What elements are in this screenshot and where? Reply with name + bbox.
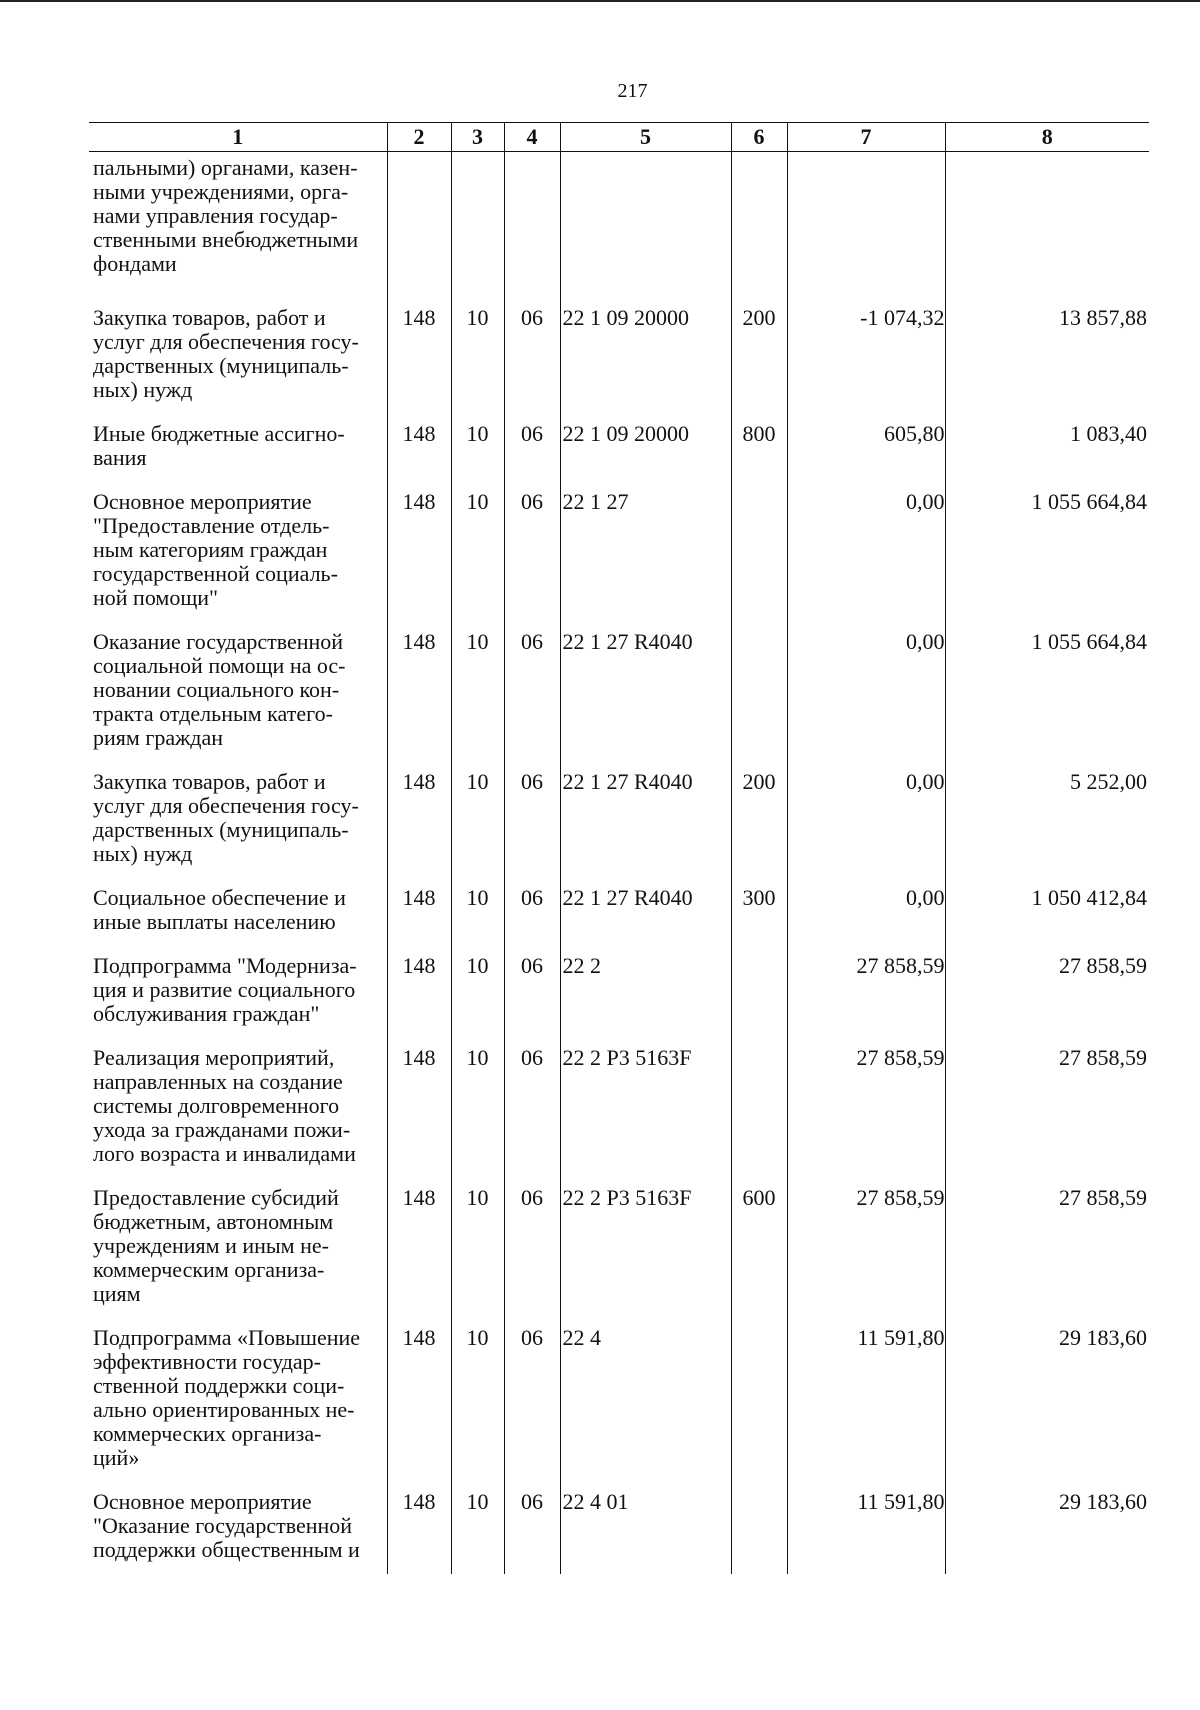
cell-c8: 27 858,59 bbox=[945, 940, 1149, 1032]
cell-c4: 06 bbox=[504, 292, 560, 408]
cell-c4: 06 bbox=[504, 940, 560, 1032]
cell-c7: -1 074,32 bbox=[787, 292, 945, 408]
budget-table bbox=[89, 122, 1149, 1574]
cell-c5 bbox=[560, 152, 731, 293]
row-name-text: Основное мероприятие "Оказание государственной поддержки общественным и bbox=[93, 1489, 360, 1562]
cell-c4: 06 bbox=[504, 408, 560, 476]
cell-c4: 06 bbox=[504, 1312, 560, 1476]
cell-c5: 22 1 27 R4040 bbox=[560, 616, 731, 756]
cell-c8: 29 183,60 bbox=[945, 1312, 1149, 1476]
row-name-text: Подпрограмма «Повышение эффективности государ- ственной поддержки соци- ально ориентированных не- коммерческих организа- ций» bbox=[93, 1325, 361, 1470]
cell-c8: 13 857,88 bbox=[945, 292, 1149, 408]
cell-c8: 5 252,00 bbox=[945, 756, 1149, 872]
cell-c7: 0,00 bbox=[787, 616, 945, 756]
cell-c2: 148 bbox=[387, 616, 451, 756]
header-col-7: 7 bbox=[787, 123, 945, 152]
cell-c3: 10 bbox=[451, 940, 504, 1032]
cell-name bbox=[89, 408, 387, 476]
cell-c3: 10 bbox=[451, 616, 504, 756]
cell-c2: 148 bbox=[387, 1172, 451, 1312]
cell-name bbox=[89, 152, 387, 293]
table-row bbox=[89, 408, 1149, 476]
cell-name bbox=[89, 872, 387, 940]
cell-c6 bbox=[731, 940, 787, 1032]
cell-c8: 1 083,40 bbox=[945, 408, 1149, 476]
row-name-text: Реализация мероприятий, направленных на создание системы долговременного ухода за гражданами пожи- лого возраста и инвалидами bbox=[93, 1045, 356, 1166]
header-col-4: 4 bbox=[504, 123, 560, 152]
cell-c2: 148 bbox=[387, 940, 451, 1032]
cell-name bbox=[89, 476, 387, 616]
table-row bbox=[89, 616, 1149, 756]
table-row bbox=[89, 292, 1149, 408]
cell-c5: 22 1 27 R4040 bbox=[560, 756, 731, 872]
cell-c4: 06 bbox=[504, 872, 560, 940]
row-name-text: Социальное обеспечение и иные выплаты населению bbox=[93, 885, 346, 934]
cell-c2: 148 bbox=[387, 756, 451, 872]
cell-c2: 148 bbox=[387, 476, 451, 616]
cell-name bbox=[89, 1312, 387, 1476]
cell-c3: 10 bbox=[451, 476, 504, 616]
cell-c3: 10 bbox=[451, 872, 504, 940]
cell-c7: 0,00 bbox=[787, 872, 945, 940]
cell-name bbox=[89, 1172, 387, 1312]
cell-c6: 200 bbox=[731, 756, 787, 872]
table-row bbox=[89, 1476, 1149, 1574]
cell-name bbox=[89, 1476, 387, 1574]
header-col-8: 8 bbox=[945, 123, 1149, 152]
cell-c5: 22 2 P3 5163F bbox=[560, 1032, 731, 1172]
cell-c4: 06 bbox=[504, 1172, 560, 1312]
cell-c3 bbox=[451, 152, 504, 293]
table-row bbox=[89, 152, 1149, 293]
cell-c7: 605,80 bbox=[787, 408, 945, 476]
table-row bbox=[89, 1032, 1149, 1172]
cell-c2: 148 bbox=[387, 408, 451, 476]
cell-c8: 29 183,60 bbox=[945, 1476, 1149, 1574]
cell-c3: 10 bbox=[451, 408, 504, 476]
cell-c5: 22 1 27 R4040 bbox=[560, 872, 731, 940]
cell-c6: 200 bbox=[731, 292, 787, 408]
cell-c6 bbox=[731, 1312, 787, 1476]
cell-c5: 22 1 09 20000 bbox=[560, 292, 731, 408]
cell-c4: 06 bbox=[504, 1476, 560, 1574]
cell-c4: 06 bbox=[504, 756, 560, 872]
header-col-6: 6 bbox=[731, 123, 787, 152]
cell-c6: 800 bbox=[731, 408, 787, 476]
table-header-row bbox=[89, 123, 1149, 152]
header-col-5: 5 bbox=[560, 123, 731, 152]
header-col-1: 1 bbox=[89, 123, 387, 152]
cell-c7: 27 858,59 bbox=[787, 1032, 945, 1172]
row-name-text: Подпрограмма "Модерниза- ция и развитие социального обслуживания граждан" bbox=[93, 953, 357, 1026]
row-name-text: Основное мероприятие "Предоставление отдель- ным категориям граждан государственной социаль- ной помощи" bbox=[93, 489, 338, 610]
cell-c5: 22 4 bbox=[560, 1312, 731, 1476]
cell-c3: 10 bbox=[451, 1032, 504, 1172]
cell-c7: 27 858,59 bbox=[787, 940, 945, 1032]
cell-c6 bbox=[731, 476, 787, 616]
cell-c5: 22 1 27 bbox=[560, 476, 731, 616]
row-name-text: Закупка товаров, работ и услуг для обеспечения госу- дарственных (муниципаль- ных) нужд bbox=[93, 769, 359, 866]
cell-c2: 148 bbox=[387, 1032, 451, 1172]
cell-c3: 10 bbox=[451, 1172, 504, 1312]
cell-c3: 10 bbox=[451, 1312, 504, 1476]
page-number: 217 bbox=[617, 80, 648, 102]
table-row bbox=[89, 940, 1149, 1032]
cell-name bbox=[89, 1032, 387, 1172]
cell-c4 bbox=[504, 152, 560, 293]
cell-c2: 148 bbox=[387, 1312, 451, 1476]
cell-c5: 22 4 01 bbox=[560, 1476, 731, 1574]
cell-name bbox=[89, 292, 387, 408]
cell-c6 bbox=[731, 1476, 787, 1574]
table-row bbox=[89, 1172, 1149, 1312]
cell-c8: 1 055 664,84 bbox=[945, 476, 1149, 616]
row-name-text: Иные бюджетные ассигно- вания bbox=[93, 421, 345, 470]
cell-c4: 06 bbox=[504, 476, 560, 616]
cell-c6: 300 bbox=[731, 872, 787, 940]
page-top-border bbox=[0, 0, 1200, 2]
cell-c4: 06 bbox=[504, 1032, 560, 1172]
cell-c5: 22 2 bbox=[560, 940, 731, 1032]
header-col-3: 3 bbox=[451, 123, 504, 152]
cell-c7: 11 591,80 bbox=[787, 1312, 945, 1476]
cell-c6 bbox=[731, 1032, 787, 1172]
cell-c7 bbox=[787, 152, 945, 293]
cell-c4: 06 bbox=[504, 616, 560, 756]
row-name-text: Предоставление субсидий бюджетным, автономным учреждениям и иным не- коммерческим организа- циям bbox=[93, 1185, 339, 1306]
cell-c6: 600 bbox=[731, 1172, 787, 1312]
row-name-text: пальными) органами, казен- ными учреждениями, орга- нами управления государ- ственными внебюджетными фондами bbox=[93, 155, 359, 276]
cell-name bbox=[89, 756, 387, 872]
cell-c3: 10 bbox=[451, 756, 504, 872]
cell-c6 bbox=[731, 616, 787, 756]
cell-c8: 1 055 664,84 bbox=[945, 616, 1149, 756]
cell-c2: 148 bbox=[387, 1476, 451, 1574]
cell-c7: 27 858,59 bbox=[787, 1172, 945, 1312]
table-row bbox=[89, 1312, 1149, 1476]
cell-c2: 148 bbox=[387, 292, 451, 408]
row-name-text: Закупка товаров, работ и услуг для обеспечения госу- дарственных (муниципаль- ных) нужд bbox=[93, 305, 359, 402]
cell-c7: 11 591,80 bbox=[787, 1476, 945, 1574]
cell-c7: 0,00 bbox=[787, 476, 945, 616]
cell-c8: 27 858,59 bbox=[945, 1172, 1149, 1312]
cell-c5: 22 2 P3 5163F bbox=[560, 1172, 731, 1312]
cell-name bbox=[89, 616, 387, 756]
cell-c3: 10 bbox=[451, 1476, 504, 1574]
cell-c8: 1 050 412,84 bbox=[945, 872, 1149, 940]
cell-c8 bbox=[945, 152, 1149, 293]
cell-c8: 27 858,59 bbox=[945, 1032, 1149, 1172]
table-row bbox=[89, 756, 1149, 872]
cell-name bbox=[89, 940, 387, 1032]
cell-c7: 0,00 bbox=[787, 756, 945, 872]
cell-c2: 148 bbox=[387, 872, 451, 940]
row-name-text: Оказание государственной социальной помощи на ос- новании социального кон- тракта отдельным катего- риям граждан bbox=[93, 629, 346, 750]
cell-c5: 22 1 09 20000 bbox=[560, 408, 731, 476]
header-col-2: 2 bbox=[387, 123, 451, 152]
cell-c6 bbox=[731, 152, 787, 293]
table-row bbox=[89, 476, 1149, 616]
table-row bbox=[89, 872, 1149, 940]
cell-c3: 10 bbox=[451, 292, 504, 408]
cell-c2 bbox=[387, 152, 451, 293]
